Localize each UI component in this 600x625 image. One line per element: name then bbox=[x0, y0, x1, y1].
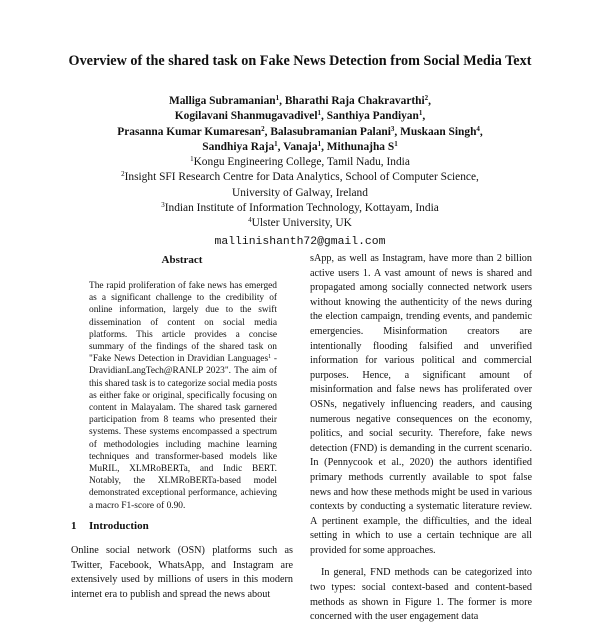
author-name: Balasubramanian Palani bbox=[270, 125, 391, 138]
right-column bbox=[310, 252, 532, 625]
affiliation-2-cont: University of Galway, Ireland bbox=[232, 186, 368, 199]
affiliation-4: $^4$Ulster University, UK bbox=[248, 216, 352, 230]
affiliation-marker: 1 bbox=[317, 109, 322, 118]
author-name: Kogilavani Shanmugavadivel bbox=[174, 110, 318, 123]
paper-title: Overview of the shared task on Fake News Detection from Social Media Text bbox=[68, 53, 532, 69]
author-line-1: Malliga Subramanian$^1$, Bharathi Raja Chakravarthi$^2$, bbox=[168, 94, 432, 107]
author-name: Malliga Subramanian bbox=[168, 95, 276, 107]
affiliation-marker: 1 bbox=[275, 94, 280, 102]
author-name: Mithunajha S bbox=[326, 140, 395, 153]
abstract-heading: Abstract bbox=[161, 254, 203, 266]
author-email[interactable]: mallinishanth72@gmail.com bbox=[214, 235, 386, 248]
affiliation-3: $^3$Indian Institute of Information Technology, Kottayam, India bbox=[161, 201, 439, 215]
author-block bbox=[50, 94, 550, 250]
affiliation-marker: 1 bbox=[274, 139, 278, 148]
affiliation-marker: 3 bbox=[390, 124, 395, 133]
affiliation-marker: 1 bbox=[418, 109, 423, 118]
author-name: Santhiya Pandiyan bbox=[326, 110, 419, 123]
author-line-4: Sandhiya Raja$^1$, Vanaja$^1$, Mithunajha $S^1$ bbox=[202, 139, 398, 153]
right-paragraph-2: In general, FND methods can be categorized into two types: social context-based and content-based methods as shown in Figure 1. The former is more concerned with the user engagement data bbox=[310, 567, 532, 623]
affiliation-marker: 2 bbox=[261, 124, 265, 133]
affiliation-marker: 4 bbox=[476, 124, 480, 133]
author-line-2: Kogilavani Shanmugavadivel$^1$, Santhiya Pandiyan$^1$, bbox=[174, 109, 426, 123]
footnote-ref[interactable]: 1 bbox=[268, 354, 272, 361]
abstract-text: The rapid proliferation of fake news has emerged as a significant challenge to the credibility of online information, largely due to the swift dissemination of content on social media platforms. This article provides a concise summary of the findings of the shared task on "Fake News Detection in Dravidian Languages$^1$ - DravidianLangTech@RANLP 2023". The aim of this shared task is to categorize social media posts as either fake or original, specifically focusing on content in Malayalam. The shared task garnered participation from 8 teams who presented their systems. These systems encompassed a spectrum of methodologies including machine learning techniques and transformer-based models like MuRIL, XLMRoBERTa, and Indic BERT. Notably, the XLMRoBERTa-based model demonstrated exceptional performance, achieving a macro F1-score of 0.90. bbox=[89, 281, 278, 511]
introduction-text: Online social network (OSN) platforms such as Twitter, Facebook, WhatsApp, and Instagram are extensively used by millions of users in this modern internet era to publish and spread the news about bbox=[71, 545, 293, 600]
author-name: Vanaja bbox=[283, 140, 318, 153]
author-line-3: Prasanna Kumar Kumaresan$^2$, Balasubramanian Palani$^3$, Muskaan Singh$^4$, bbox=[117, 124, 483, 138]
affiliation-marker: 2 bbox=[424, 94, 429, 102]
author-name: Muskaan Singh bbox=[400, 125, 477, 138]
affiliation-2: $^2$Insight SFI Research Centre for Data Analytics, School of Computer Science, bbox=[121, 170, 479, 184]
author-name: Bharathi Raja Chakravarthi bbox=[284, 95, 425, 107]
affiliation-marker: 1 bbox=[317, 139, 322, 148]
section-heading-introduction: 1 Introduction bbox=[71, 520, 149, 532]
author-name: Sandhiya Raja bbox=[202, 140, 275, 153]
author-name: Prasanna Kumar Kumaresan bbox=[117, 125, 262, 138]
right-paragraph-1: sApp, as well as Instagram, have more than 2 billion active users 1. A vast amount of news is shared and propagated among socially connected network users without knowing the authenticity of the news during the election campaign, trending events, and pandemic emergencies. Misinformation creators are intentionally flooding falsified and unverified information for various political and commercial purposes. Hence, a significant amount of misinformation and false news has proliferated over OSNs, negatively influencing readers, and causing numerous negative consequences on the economy, politics, and social security. Therefore, fake news detection (FND) is demanding in the current scenario. In (Pennycook et al., 2020) the authors identified primary methods currently available to spot false news and how these methods might be used in various contexts by conducting a systematic literature review. A pertinent example, the difficulties, and the ideal setting in which to use a certain technique are all provided for some approaches. bbox=[310, 253, 532, 556]
affiliation-1: $^1$Kongu Engineering College, Tamil Nadu, India bbox=[190, 155, 410, 169]
affiliation-marker: 1 bbox=[394, 139, 398, 148]
